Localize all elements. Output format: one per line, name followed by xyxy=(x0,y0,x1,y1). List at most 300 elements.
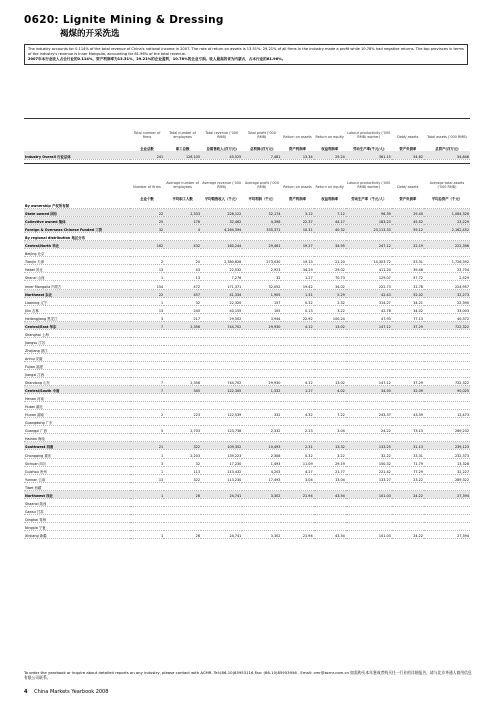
table-cell: 40,372 xyxy=(424,313,470,321)
table-cell: 59.12 xyxy=(392,225,424,233)
table-cell xyxy=(130,353,164,361)
row-label: Hubei 湖北 xyxy=(24,402,130,410)
table-cell: 11.09 xyxy=(281,458,313,466)
table-cell xyxy=(314,369,346,377)
row-label: By regional distribution 地区分布 xyxy=(24,233,130,241)
table-cell: 7 xyxy=(130,378,164,386)
table-cell xyxy=(164,345,201,353)
table-cell xyxy=(392,418,424,426)
table-cell: 345 xyxy=(164,386,201,394)
table-cell: 1 xyxy=(130,297,164,305)
table-cell xyxy=(424,337,470,345)
table-cell: 32,174 xyxy=(242,209,281,217)
table-cell: 23,113.33 xyxy=(346,225,392,233)
table-row xyxy=(24,490,470,498)
row-label: Central/East 华东 xyxy=(24,321,130,329)
table-cell: 1,332 xyxy=(242,386,281,394)
table-cell xyxy=(424,434,470,442)
table-cell: 22.92 xyxy=(281,313,313,321)
column-header: Total assets (’000 RMB) xyxy=(427,135,467,139)
table-cell: 32 xyxy=(242,273,281,281)
table-cell xyxy=(281,201,313,209)
table-cell xyxy=(424,361,470,369)
table-cell: 27,394 xyxy=(424,530,470,538)
table-cell: 4.27 xyxy=(281,466,313,474)
table-cell xyxy=(201,514,242,522)
table-cell xyxy=(281,394,313,402)
table-cell: 113,432 xyxy=(201,466,242,474)
table-cell: 53.31 xyxy=(392,257,424,265)
row-label: Central/South 中南 xyxy=(24,386,130,394)
table-cell: 2,332 xyxy=(242,426,281,434)
table-cell: 27,394 xyxy=(424,490,470,498)
breakdown-table xyxy=(24,167,470,539)
table-cell xyxy=(314,345,346,353)
table-cell: 2.32 xyxy=(314,297,346,305)
table-cell: 224,957 xyxy=(424,281,470,289)
table-cell: 21 xyxy=(130,442,164,450)
table-cell: 2,333 xyxy=(164,209,201,217)
table-cell: 52.02 xyxy=(392,289,424,297)
table-cell: 40,155 xyxy=(201,305,242,313)
column-header: Average profit (’000 RMB) xyxy=(244,181,279,189)
table-cell: 10,493 xyxy=(242,442,281,450)
column-header: 劳动生产率（千元/人） xyxy=(351,197,387,201)
table-cell: 37.29 xyxy=(392,321,424,329)
table-cell: 29.24 xyxy=(314,151,346,160)
row-label: Hainan 海南 xyxy=(24,434,130,442)
table-cell xyxy=(346,233,392,241)
row-label: Northeast 东北 xyxy=(24,289,130,297)
table-cell: 71.79 xyxy=(392,458,424,466)
table-cell: 3 xyxy=(130,313,164,321)
table-cell: 54.62 xyxy=(392,151,424,160)
column-header: 劳动生产率(千元/人) xyxy=(353,147,385,151)
table-cell xyxy=(281,522,313,530)
row-label: Shanxi 山西 xyxy=(24,273,130,281)
table-cell xyxy=(201,506,242,514)
table-cell xyxy=(424,345,470,353)
table-cell: 240 xyxy=(164,305,201,313)
row-label: Guangdong 广东 xyxy=(24,418,130,426)
table-cell: 43 xyxy=(164,265,201,273)
table-row xyxy=(24,458,470,466)
table-cell xyxy=(346,337,392,345)
row-label: Anhui 安徽 xyxy=(24,353,130,361)
table-cell: 176 xyxy=(164,217,201,225)
table-cell xyxy=(424,402,470,410)
table-cell xyxy=(164,506,201,514)
table-row xyxy=(24,434,470,442)
table-cell: 243.37 xyxy=(346,410,392,418)
table-cell: 39.46 xyxy=(392,265,424,273)
divider xyxy=(24,163,470,164)
table-cell: 1 xyxy=(130,490,164,498)
row-label: Henan 河南 xyxy=(24,394,130,402)
table-cell: 223 xyxy=(164,410,201,418)
table-row xyxy=(24,289,470,297)
column-header: Return on assets xyxy=(283,185,312,189)
table-row xyxy=(24,386,470,394)
table-cell: 2 xyxy=(130,410,164,418)
column-header: 资产利润率 xyxy=(289,147,306,151)
table-cell: 32,462 xyxy=(201,217,242,225)
table-row xyxy=(24,249,470,257)
table-cell: 101.03 xyxy=(346,490,392,498)
table-cell: 34.02 xyxy=(314,281,346,289)
table-cell xyxy=(346,394,392,402)
table-row xyxy=(24,225,470,233)
table-cell: 45.52 xyxy=(392,217,424,225)
table-cell: 332 xyxy=(242,410,281,418)
table-cell: 31.13 xyxy=(392,442,424,450)
row-label: Yunnan 云南 xyxy=(24,474,130,482)
table-cell: 472 xyxy=(164,281,201,289)
table-cell: 4,264,394 xyxy=(201,225,242,233)
table-cell xyxy=(281,361,313,369)
row-label: Shandong 山东 xyxy=(24,378,130,386)
table-cell xyxy=(281,233,313,241)
table-cell: 19.27 xyxy=(281,241,313,249)
table-cell xyxy=(314,418,346,426)
table-cell xyxy=(392,249,424,257)
table-cell xyxy=(346,434,392,442)
table-cell: 3,944 xyxy=(242,313,281,321)
table-cell: 722,322 xyxy=(424,378,470,386)
table-cell: 222,396 xyxy=(424,241,470,249)
table-cell: 20 xyxy=(164,257,201,265)
table-cell xyxy=(201,522,242,530)
column-header: Number of firms xyxy=(133,185,161,189)
table-cell xyxy=(242,402,281,410)
table-cell xyxy=(130,482,164,490)
table-cell: 1 xyxy=(130,450,164,458)
table-cell xyxy=(201,418,242,426)
table-cell: 32 xyxy=(164,458,201,466)
table-cell xyxy=(130,394,164,402)
row-label: Collective owned 集体 xyxy=(24,217,130,225)
row-label: Guizhou 贵州 xyxy=(24,466,130,474)
intro-english: The industry accounts for 0.114% of the total revenue of China's national income in 2007. The rate of return on assets is 13.51%. 29.21% of all firms in the industry made a profit while 10.78% had negative returns. The top provinces in terms of the industry's revenue is Inner Mongolia, accounting for 61.96% of the total revenue. xyxy=(28,47,464,56)
table-cell: 13 xyxy=(130,265,164,273)
table-cell: 24,741 xyxy=(201,530,242,538)
table-cell xyxy=(130,233,164,241)
column-header: Labour productivity (’000 RMB/ worker) xyxy=(347,131,391,139)
table-row xyxy=(24,506,470,514)
table-cell: 239,123 xyxy=(424,442,470,450)
table-cell xyxy=(201,345,242,353)
footer-note xyxy=(24,670,474,680)
table-cell: 3,302 xyxy=(242,490,281,498)
table-cell xyxy=(424,329,470,337)
table-cell: 722,322 xyxy=(424,321,470,329)
table-cell: 335,371 xyxy=(242,225,281,233)
row-label: Central/North 华北 xyxy=(24,241,130,249)
table-cell: 77.29 xyxy=(392,466,424,474)
column-header: Debt/ assets xyxy=(397,135,419,139)
row-label: Tibet 西藏 xyxy=(24,482,130,490)
table-cell xyxy=(346,506,392,514)
table-cell: 150.32 xyxy=(346,458,392,466)
table-cell: 29,502 xyxy=(201,313,242,321)
page-subtitle: 褐煤的开采洗选 xyxy=(60,29,120,39)
table-cell xyxy=(201,402,242,410)
table-row xyxy=(24,305,470,313)
table-row xyxy=(24,217,470,225)
column-header xyxy=(24,121,130,139)
table-cell: 2,703 xyxy=(164,426,201,434)
table-cell: 28 xyxy=(164,490,201,498)
table-cell: 22,320 xyxy=(201,297,242,305)
table-cell xyxy=(424,482,470,490)
table-cell xyxy=(281,337,313,345)
table-row xyxy=(24,321,470,329)
table-cell: 22.37 xyxy=(281,217,313,225)
table-cell: 42.78 xyxy=(346,305,392,313)
table-cell: 34.21 xyxy=(392,297,424,305)
table-cell xyxy=(392,233,424,241)
table-cell: 113 xyxy=(164,466,201,474)
table-cell: 1.27 xyxy=(281,273,313,281)
table-cell: 19.42 xyxy=(281,281,313,289)
table-cell: 4.12 xyxy=(281,378,313,386)
table-cell xyxy=(242,514,281,522)
table-cell xyxy=(281,353,313,361)
table-row xyxy=(24,313,470,321)
table-cell: 34.29 xyxy=(281,265,313,273)
table-cell xyxy=(424,249,470,257)
table-cell xyxy=(392,345,424,353)
table-cell xyxy=(242,249,281,257)
table-cell: 37.29 xyxy=(392,378,424,386)
table-cell xyxy=(281,329,313,337)
table-cell: 47.93 xyxy=(346,313,392,321)
table-cell: 42.43 xyxy=(346,289,392,297)
table-cell: 1,493 xyxy=(242,458,281,466)
header-row-cn xyxy=(24,189,470,201)
table-cell: 411.24 xyxy=(346,265,392,273)
table-cell: 2.13 xyxy=(281,426,313,434)
table-cell: 21.94 xyxy=(281,490,313,498)
table-cell: 3.22 xyxy=(314,450,346,458)
table-cell: 57.72 xyxy=(392,273,424,281)
table-cell: 12,473 xyxy=(424,410,470,418)
table-cell: 13.32 xyxy=(314,442,346,450)
table-cell xyxy=(314,506,346,514)
table-cell: 241 xyxy=(130,151,164,160)
row-label: Foreign & Overseas Chinese Funded 三资 xyxy=(24,225,130,233)
column-header: Total number of firms xyxy=(133,131,161,139)
table-cell: 432 xyxy=(164,241,201,249)
table-cell: 126,105 xyxy=(164,151,201,160)
table-cell: 162 xyxy=(130,241,164,249)
table-cell: 2,356 xyxy=(164,321,201,329)
column-header: 总销售收入(百万元) xyxy=(206,147,237,151)
table-cell: 32,273 xyxy=(424,289,470,297)
table-cell: 29.19 xyxy=(314,458,346,466)
table-cell: 2,529 xyxy=(424,273,470,281)
table-cell xyxy=(130,361,164,369)
table-row xyxy=(24,241,470,249)
row-label: Industry Overall 行业总体 xyxy=(24,151,130,160)
table-cell: 3,302 xyxy=(242,530,281,538)
column-header: 资产利润率 xyxy=(289,197,306,201)
table-cell xyxy=(242,345,281,353)
table-cell xyxy=(164,394,201,402)
table-cell xyxy=(201,369,242,377)
table-cell: 232,373 xyxy=(424,450,470,458)
table-cell xyxy=(242,506,281,514)
table-cell: 33.31 xyxy=(392,450,424,458)
table-cell xyxy=(242,233,281,241)
table-cell: 43.39 xyxy=(392,410,424,418)
column-header: Average number of employees xyxy=(166,181,199,189)
table-row xyxy=(24,402,470,410)
table-cell xyxy=(392,369,424,377)
table-cell xyxy=(201,329,242,337)
table-row xyxy=(24,209,470,217)
table-cell xyxy=(314,522,346,530)
table-cell: 322 xyxy=(164,442,201,450)
table-cell xyxy=(314,361,346,369)
table-cell: 101.03 xyxy=(346,530,392,538)
table-cell: 70.73 xyxy=(314,273,346,281)
column-header xyxy=(24,189,130,201)
table-cell xyxy=(164,361,201,369)
intro-chinese: 2007年本行业收入占全行业的0.114%，资产利润率为13.51%，29.21%的企业盈利，10.78%的企业亏损。收入最高的省为内蒙古，占本行业的61.96%。 xyxy=(28,57,286,61)
table-cell xyxy=(281,345,313,353)
table-cell: 1,726,392 xyxy=(424,257,470,265)
table-cell: 77.13 xyxy=(392,313,424,321)
table-cell xyxy=(424,418,470,426)
column-header: 权益利润率 xyxy=(321,147,339,151)
table-cell xyxy=(392,394,424,402)
table-row xyxy=(24,297,470,305)
table-cell: 1 xyxy=(130,466,164,474)
table-cell xyxy=(314,329,346,337)
table-cell: 1 xyxy=(130,273,164,281)
table-cell: 22,532 xyxy=(201,265,242,273)
table-cell xyxy=(346,201,392,209)
table-cell xyxy=(392,329,424,337)
section-row xyxy=(24,201,470,209)
table-cell: 289,322 xyxy=(424,474,470,482)
table-cell xyxy=(346,514,392,522)
book-title: China Markets Yearbook 2008 xyxy=(34,689,109,695)
row-label: Chongqing 重庆 xyxy=(24,450,130,458)
column-header: Average total assets (’000 RMB) xyxy=(429,181,465,189)
column-header: 权益利润率 xyxy=(321,197,339,201)
table-cell: 23,229 xyxy=(424,217,470,225)
table-cell xyxy=(424,522,470,530)
table-cell xyxy=(201,434,242,442)
row-label: Gansu 甘肃 xyxy=(24,506,130,514)
table-cell: 139,223 xyxy=(201,450,242,458)
table-cell xyxy=(281,418,313,426)
row-label: Southwest 西南 xyxy=(24,442,130,450)
table-row xyxy=(24,281,470,289)
table-cell xyxy=(242,353,281,361)
table-cell: 744,702 xyxy=(201,321,242,329)
table-cell: 28 xyxy=(164,530,201,538)
table-cell: 32.09 xyxy=(392,386,424,394)
table-row xyxy=(24,450,470,458)
table-cell: 13 xyxy=(130,474,164,482)
table-cell xyxy=(281,514,313,522)
table-cell xyxy=(201,361,242,369)
table-cell xyxy=(392,353,424,361)
table-cell xyxy=(314,353,346,361)
table-cell: 1.31 xyxy=(281,289,313,297)
table-cell: 7,481 xyxy=(242,151,281,160)
table-row xyxy=(24,418,470,426)
table-cell: 147.12 xyxy=(346,321,392,329)
column-header: 企业总数 xyxy=(140,147,154,151)
table-row xyxy=(24,482,470,490)
table-cell: 34.50 xyxy=(346,386,392,394)
column-header: 平均总资产（千元） xyxy=(431,197,463,201)
table-cell xyxy=(242,361,281,369)
table-cell: 147.12 xyxy=(346,378,392,386)
table-cell: 54,846 xyxy=(424,151,470,160)
table-cell: 4.32 xyxy=(281,410,313,418)
table-cell xyxy=(392,506,424,514)
table-cell xyxy=(164,498,201,506)
table-cell xyxy=(130,201,164,209)
column-header: Debt/ assets xyxy=(397,185,419,189)
table-cell: 3.12 xyxy=(281,209,313,217)
column-header xyxy=(24,139,130,151)
table-cell: 7.22 xyxy=(314,410,346,418)
table-cell: 17,493 xyxy=(242,474,281,482)
table-cell: 23.22 xyxy=(392,474,424,482)
table-row xyxy=(24,530,470,538)
column-header: Total revenue (’000 RMB) xyxy=(205,131,239,139)
table-cell xyxy=(346,522,392,530)
table-cell xyxy=(314,394,346,402)
table-cell xyxy=(392,337,424,345)
table-cell: 269,232 xyxy=(424,426,470,434)
table-cell: 32.22 xyxy=(346,450,392,458)
table-cell: 183.23 xyxy=(346,217,392,225)
footer-email[interactable]: cmr@acmr.com.cn xyxy=(313,670,349,675)
table-cell xyxy=(242,482,281,490)
table-cell xyxy=(424,506,470,514)
table-cell: 24.22 xyxy=(392,490,424,498)
table-cell xyxy=(164,249,201,257)
table-cell xyxy=(242,418,281,426)
column-header: Return on equity xyxy=(315,185,344,189)
table-cell: 361.15 xyxy=(346,151,392,160)
table-cell xyxy=(242,434,281,442)
table-cell xyxy=(201,394,242,402)
table-cell: 1 xyxy=(130,530,164,538)
table-cell: 1.27 xyxy=(281,386,313,394)
row-label: Sichuan 四川 xyxy=(24,458,130,466)
table-cell: 457 xyxy=(164,289,201,297)
row-label: Jiangxi 江西 xyxy=(24,369,130,377)
table-cell xyxy=(424,201,470,209)
table-cell xyxy=(164,482,201,490)
table-cell xyxy=(346,369,392,377)
row-label: State owned 国有 xyxy=(24,209,130,217)
table-cell: 19.13 xyxy=(281,257,313,265)
table-cell xyxy=(424,394,470,402)
column-header: Return on assets xyxy=(283,135,312,139)
table-cell xyxy=(392,402,424,410)
table-cell: 34.02 xyxy=(392,305,424,313)
row-label: By ownership 产权所有制 xyxy=(24,201,130,209)
